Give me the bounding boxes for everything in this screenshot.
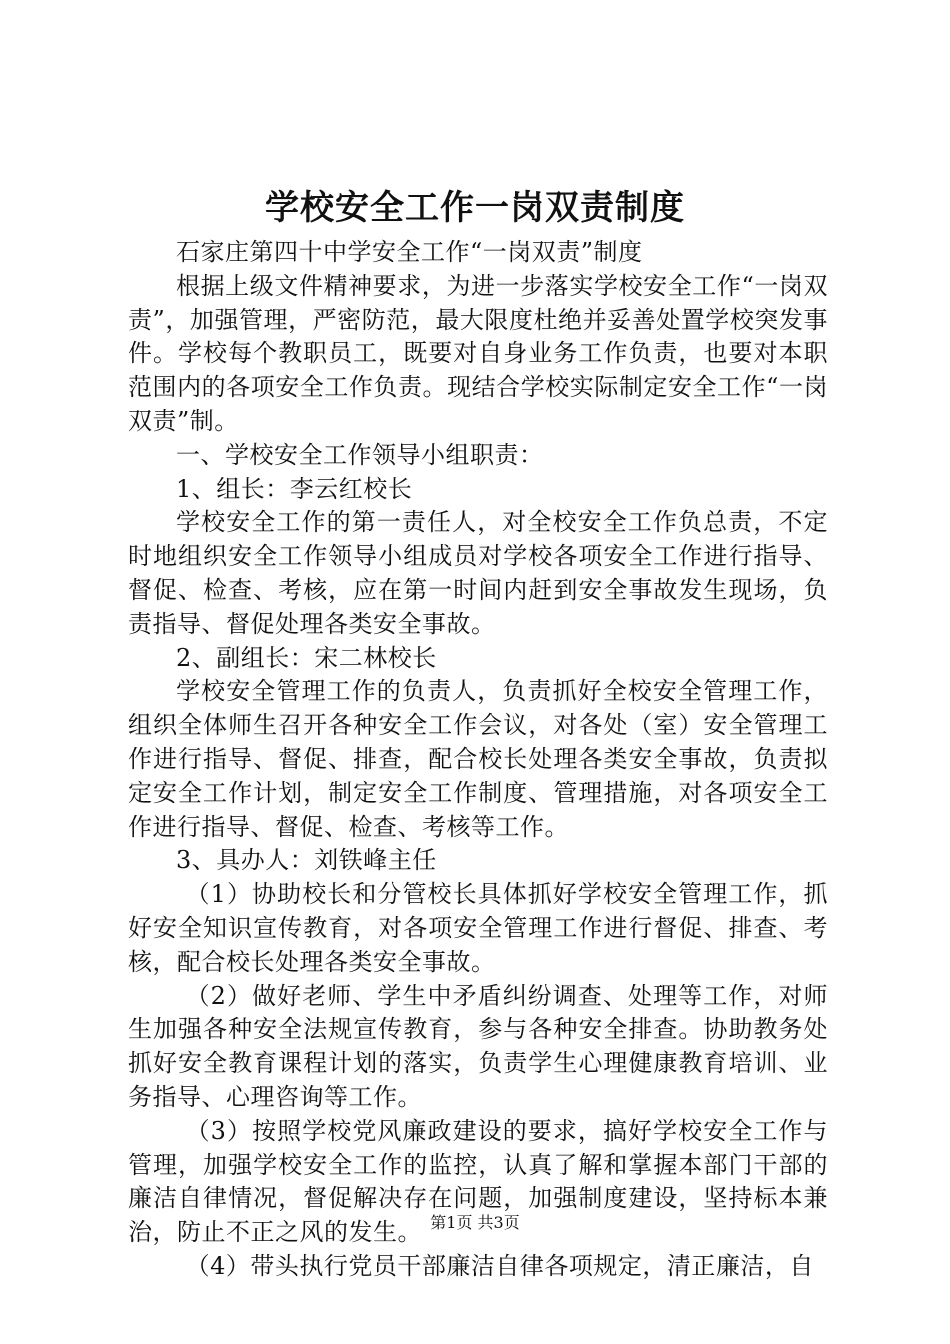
paragraph-section-one-heading: 一、学校安全工作领导小组职责：: [176, 440, 544, 469]
page-footer: 第1页 共3页: [430, 1213, 520, 1232]
paragraph-officer-duty-3: （3）按照学校党风廉政建设的要求，搞好学校安全工作与管理，加强学校安全工作的监控，认真了解和掌握本部门干部的廉洁自律情况，督促解决存在问题，加强制度建设，坚持标本兼治，防止不正之风的发生。: [128, 1116, 828, 1247]
paragraph-intro: 根据上级文件精神要求，为进一步落实学校安全工作“一岗双责”，加强管理，严密防范，最大限度杜绝并妥善处置学校突发事件。学校每个教职员工，既要对自身业务工作负责，也要对本职范围内的各项安全工作负责。现结合学校实际制定安全工作“一岗双责”制。: [128, 271, 828, 435]
paragraph-officer-duty-4: （4）带头执行党员干部廉洁自律各项规定，清正廉洁，自: [185, 1251, 814, 1280]
paragraph-school-heading: 石家庄第四十中学安全工作“一岗双责”制度: [176, 238, 643, 266]
document-body: [128, 236, 828, 1284]
document-title: 学校安全工作一岗双责制度: [265, 188, 685, 228]
paragraph-deputy-heading: 2、副组长：宋二林校长: [176, 643, 437, 672]
paragraph-leader-duties: 学校安全工作的第一责任人，对全校安全工作负总责，不定时地组织安全工作领导小组成员对学校各项安全工作进行指导、督促、检查、考核，应在第一时间内赶到安全事故发生现场，负责指导、督促处理各类安全事故。: [128, 508, 828, 638]
paragraph-deputy-duties: 学校安全管理工作的负责人，负责抓好全校安全管理工作，组织全体师生召开各种安全工作会议，对各处（室）安全管理工作进行指导、督促、排查，配合校长处理各类安全事故，负责拟定安全工作计划，制定安全工作制度、管理措施，对各项安全工作进行指导、督促、检查、考核等工作。: [128, 677, 828, 841]
paragraph-officer-heading: 3、具办人：刘铁峰主任: [176, 846, 437, 875]
paragraph-officer-duty-1: （1）协助校长和分管校长具体抓好学校安全管理工作，抓好安全知识宣传教育，对各项安全管理工作进行督促、排查、考核，配合校长处理各类安全事故。: [128, 880, 828, 976]
paragraph-officer-duty-2: （2）做好老师、学生中矛盾纠纷调查、处理等工作，对师生加强各种安全法规宣传教育，参与各种安全排查。协助教务处抓好安全教育课程计划的落实，负责学生心理健康教育培训、业务指导、心理咨询等工作。: [128, 981, 828, 1111]
paragraph-leader-heading: 1、组长：李云红校长: [176, 474, 413, 503]
